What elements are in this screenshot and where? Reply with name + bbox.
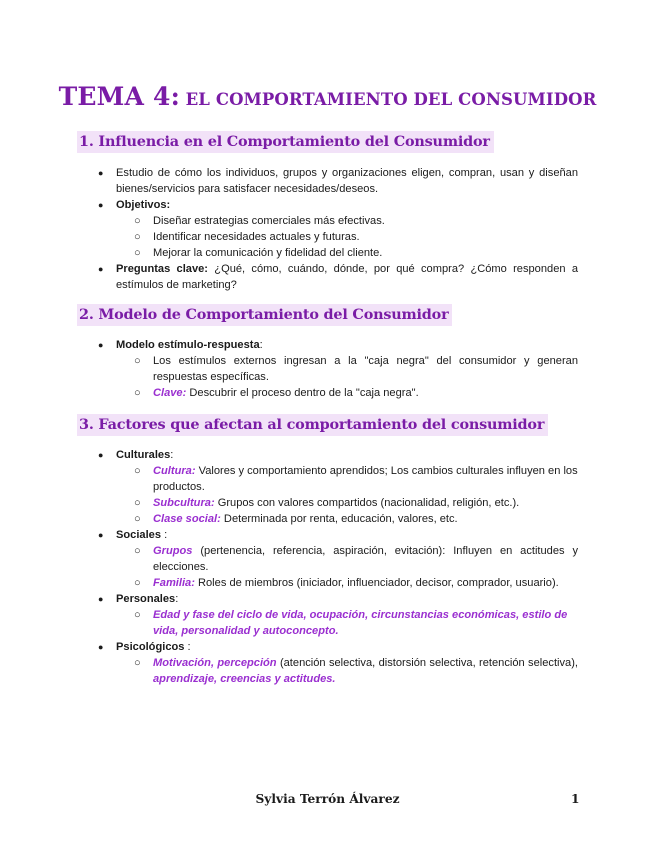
circle-bullet-icon: ○ (134, 231, 141, 243)
page-number: 1 (571, 792, 580, 806)
circle-bullet-icon: ○ (134, 609, 141, 621)
circle-bullet-icon: ○ (134, 215, 141, 227)
sub-list-item: ○ Subcultura: Grupos con valores compartidos (nacionalidad, religión, etc.). (134, 497, 520, 509)
circle-bullet-icon: ○ (134, 657, 141, 669)
bullet-icon: ● (98, 594, 104, 604)
bullet-icon: ● (98, 642, 104, 652)
sub-list-item: ○ Los estímulos externos ingresan a la "caja negra" del consumidor y generan respuestas específicas. (134, 355, 578, 383)
list-item-sociales: ● Sociales : (98, 529, 168, 541)
list-item: ● Estudio de cómo los individuos, grupos y organizaciones eligen, compran, usan y diseñan bienes/servicios para satisfacer necesidades/deseos. (98, 167, 578, 195)
sub-list-item: ○ Identificar necesidades actuales y futuras. (134, 231, 360, 243)
circle-bullet-icon: ○ (134, 513, 141, 525)
bullet-icon: ● (98, 264, 104, 274)
list-item-preguntas: ● Preguntas clave: ¿Qué, cómo, cuándo, dónde, por qué compra? ¿Cómo responden a estímulos de marketing? (98, 263, 578, 291)
bullet-icon: ● (98, 530, 104, 540)
title-sub: EL COMPORTAMIENTO DEL CONSUMIDOR (185, 90, 597, 109)
sub-list-item: ○ Edad y fase del ciclo de vida, ocupación, circunstancias económicas, estilo de vida, personalidad y autoconcepto. (134, 609, 568, 637)
footer-author: Sylvia Terrón Álvarez (255, 792, 400, 806)
bullet-icon: ● (98, 168, 104, 178)
section-1-heading: 1. Influencia en el Comportamiento del Consumidor (77, 131, 494, 153)
sub-list-item: ○ Clave: Descubrir el proceso dentro de la "caja negra". (134, 387, 419, 399)
list-item-modelo: ● Modelo estímulo-respuesta: (98, 339, 263, 351)
sub-list-item: ○ Grupos (pertenencia, referencia, aspiración, evitación): Influyen en actitudes y elecciones. (134, 545, 578, 573)
list-item-personales: ● Personales: (98, 593, 179, 605)
section-2-body (0, 337, 655, 401)
circle-bullet-icon: ○ (134, 247, 141, 259)
bullet-icon: ● (98, 450, 104, 460)
circle-bullet-icon: ○ (134, 497, 141, 509)
circle-bullet-icon: ○ (134, 545, 141, 557)
sub-list-item: ○ Clase social: Determinada por renta, educación, valores, etc. (134, 513, 458, 525)
sub-list-item: ○ Familia: Roles de miembros (iniciador, influenciador, decisor, comprador, usuario). (134, 577, 559, 589)
section-1-body (0, 165, 655, 293)
section-3-heading: 3. Factores que afectan al comportamiento del consumidor (77, 414, 548, 436)
circle-bullet-icon: ○ (134, 577, 141, 589)
sub-list-item: ○ Cultura: Valores y comportamiento aprendidos; Los cambios culturales influyen en los productos. (134, 465, 578, 493)
sub-list-item: ○ Diseñar estrategias comerciales más efectivas. (134, 215, 385, 227)
list-item-culturales: ● Culturales: (98, 449, 174, 461)
section-2-heading: 2. Modelo de Comportamiento del Consumidor (77, 304, 452, 326)
circle-bullet-icon: ○ (134, 465, 141, 477)
document-title (0, 82, 655, 111)
circle-bullet-icon: ○ (134, 387, 141, 399)
bullet-icon: ● (98, 340, 104, 350)
list-item-objetivos: ● Objetivos: (98, 199, 171, 211)
bullet-icon: ● (98, 200, 104, 210)
circle-bullet-icon: ○ (134, 355, 141, 367)
title-main: TEMA 4: (58, 82, 181, 111)
list-item-psicologicos: ● Psicológicos : (98, 641, 191, 653)
sub-list-item: ○ Mejorar la comunicación y fidelidad del cliente. (134, 247, 383, 259)
sub-list-item: ○ Motivación, percepción (atención selectiva, distorsión selectiva, retención selectiva), aprendizaje, creencias y actitudes. (134, 657, 578, 685)
section-3-body (0, 447, 655, 687)
